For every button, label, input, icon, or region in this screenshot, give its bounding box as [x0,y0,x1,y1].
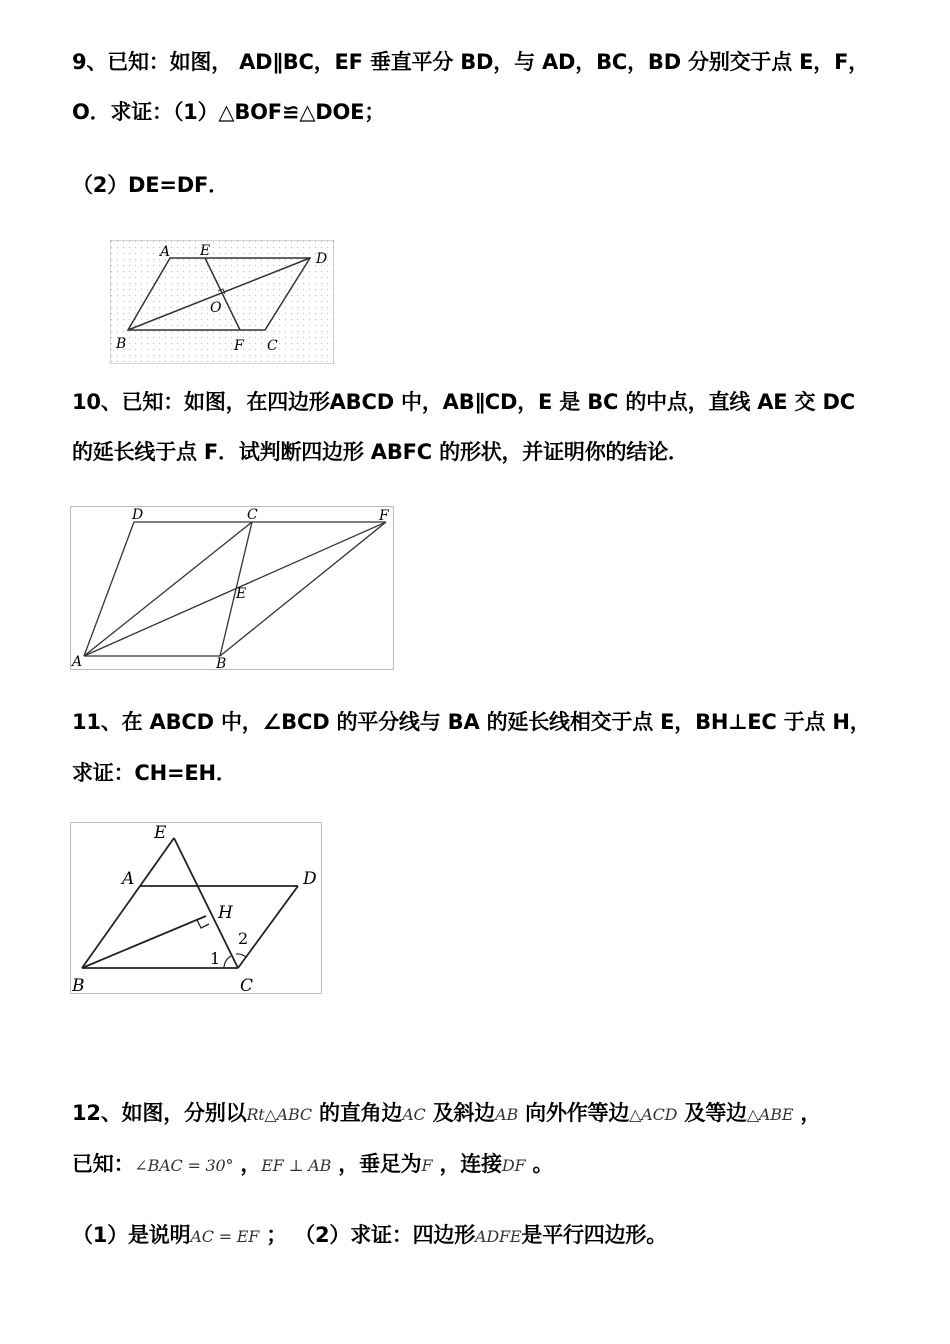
q11-label-e: E [154,823,167,843]
q9-label-o: O [210,300,222,316]
q9-label-d: D [316,251,328,267]
q12-line3 [72,1219,667,1249]
q12-math-rt-abc: Rt△ABC [246,1105,312,1124]
q9-label-a: A [160,244,171,260]
q12-text: ，连接 [432,1152,502,1176]
q12-line2 [72,1148,553,1178]
q10-label-b: B [216,656,227,670]
q12-text: 。 [525,1152,554,1176]
q11-label-a: A [122,869,135,889]
q12-math-ac-eq-ef: AC = EF [190,1227,260,1246]
q11-line1: 11、在 ABCD 中，∠BCD 的平分线与 BA 的延长线相交于点 E，BH⊥EC 于点 H， [72,710,871,734]
q12-math-df: DF [501,1156,526,1175]
q9-label-c: C [267,338,278,354]
q10-line2: 的延长线于点 F．试判断四边形 ABFC 的形状，并证明你的结论． [72,440,689,464]
q12-math-f: F [421,1156,433,1175]
q9-line3: （2）DE=DF． [72,173,229,197]
q12-text: 已知： [72,1152,135,1176]
q12-text: 是平行四边形。 [521,1223,668,1247]
q11-angle-2: 2 [238,929,249,948]
q11-line2: 求证：CH=EH． [72,761,237,785]
q12-text: ， [793,1101,822,1125]
q12-text: 及等边 [677,1101,747,1125]
q12-math-angle-bac: ∠BAC = 30° [134,1156,234,1175]
q12-text: ，垂足为 [331,1152,422,1176]
q10-line1: 10、已知：如图，在四边形ABCD 中，AB∥CD，E 是 BC 的中点，直线 AE 交 DC [72,390,855,414]
q11-label-d: D [303,869,317,889]
q11-figure [70,822,322,994]
q12-text: ， [233,1152,262,1176]
q12-text: （1）是说明 [72,1223,191,1247]
q10-label-a: A [72,654,83,670]
q12-math-ef-perp-ab: EF ⊥ AB [261,1156,332,1175]
q9-label-f: F [234,338,244,354]
q10-label-f: F [379,508,389,524]
q12-text: ； （2）求证：四边形 [259,1223,476,1247]
q9-line2: O．求证：（1）△BOF≌△DOE； [72,100,386,124]
q12-math-adfe: ADFE [475,1227,522,1246]
q9-label-e: E [200,243,211,259]
q12-line1 [72,1097,821,1127]
q12-math-abe: △ABE [746,1105,794,1124]
q12-text: 向外作等边 [518,1101,630,1125]
q12-math-ac: AC [402,1105,426,1124]
q9-label-b: B [116,336,127,352]
q12-math-ab: AB [495,1105,519,1124]
q10-label-e: E [236,586,247,602]
q12-text: 的直角边 [311,1101,403,1125]
q11-label-c: C [240,976,254,994]
q9-figure [110,240,334,364]
q10-figure [70,506,394,670]
q11-label-b: B [72,976,85,994]
q11-angle-1: 1 [210,949,221,968]
q12-math-acd: △ACD [629,1105,678,1124]
q10-label-c: C [247,507,258,523]
q11-label-h: H [218,903,233,923]
q12-text: 及斜边 [425,1101,496,1125]
q10-label-d: D [132,507,144,523]
q12-text: 12、如图，分别以 [72,1101,247,1125]
q9-line1: 9、已知：如图， AD∥BC，EF 垂直平分 BD，与 AD，BC，BD 分别交于点 E，F， [72,50,870,74]
